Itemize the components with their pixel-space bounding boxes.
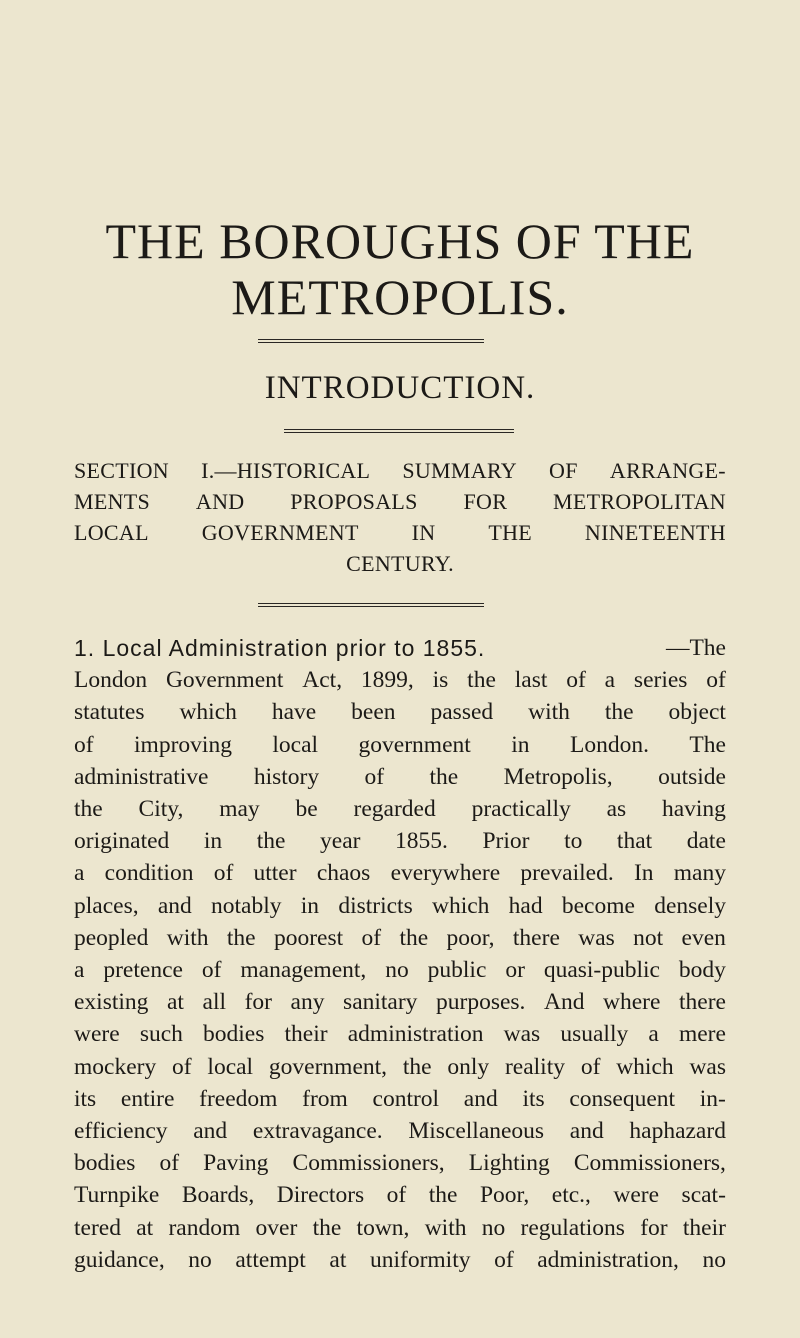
paragraph-word: a	[74, 860, 85, 887]
paragraph-line	[74, 793, 726, 825]
paragraph-word: attempt	[235, 1246, 306, 1273]
paragraph-word: consequent	[569, 1085, 676, 1112]
paragraph-word: or	[505, 957, 525, 984]
paragraph-word: Prior	[482, 828, 530, 855]
paragraph-line	[74, 1147, 726, 1179]
paragraph-word: body	[678, 957, 726, 984]
section-heading-line	[74, 517, 726, 548]
paragraph-word: which	[616, 1053, 674, 1080]
paragraph-word: places,	[74, 892, 139, 919]
paragraph-word: guidance,	[74, 1246, 165, 1273]
paragraph-word: which	[179, 699, 237, 726]
paragraph-lines	[74, 664, 726, 1276]
paragraph-word: freedom	[199, 1085, 278, 1112]
paragraph-word: of	[74, 731, 94, 758]
paragraph-word: such	[139, 1021, 183, 1048]
paragraph-word: and	[193, 1118, 228, 1145]
paragraph-word: no	[481, 1214, 506, 1241]
paragraph-word: London	[74, 667, 148, 694]
paragraph-line	[74, 1179, 726, 1211]
paragraph-word: series	[633, 667, 688, 694]
paragraph-word: government	[358, 731, 471, 758]
paragraph-word: administrative	[74, 763, 209, 790]
paragraph-word: with	[424, 1214, 467, 1241]
paragraph-word: mere	[678, 1021, 726, 1048]
paragraph-word: regarded	[353, 796, 436, 823]
paragraph-word: for	[244, 989, 272, 1016]
paragraph-word: over	[255, 1214, 298, 1241]
paragraph-word: is	[432, 667, 449, 694]
paragraph-word: extravagance.	[252, 1118, 383, 1145]
paragraph-line	[74, 761, 726, 793]
paragraph-word: in	[300, 892, 320, 919]
heading-word: NINETEENTH	[584, 520, 726, 545]
paragraph-word: of	[580, 1053, 601, 1080]
paragraph-word: efficiency	[74, 1118, 168, 1145]
paragraph-word: its	[522, 1085, 545, 1112]
paragraph-line	[74, 1212, 726, 1244]
paragraph-word: at	[329, 1246, 347, 1273]
paragraph-word: peopled	[74, 924, 149, 951]
paragraph-word: administration,	[537, 1246, 679, 1273]
paragraph-word: in-	[699, 1085, 726, 1112]
paragraph-word: poor,	[446, 924, 495, 951]
paragraph-word: everywhere	[390, 860, 501, 887]
paragraph-line	[74, 986, 726, 1018]
paragraph-word: and	[157, 892, 192, 919]
paragraph-line	[74, 729, 726, 761]
paragraph-word: purposes.	[436, 989, 526, 1016]
paragraph-word: City,	[138, 796, 184, 823]
paragraph-word: the	[256, 828, 286, 855]
paragraph-word: with	[528, 699, 570, 726]
paragraph-word: no	[702, 1246, 726, 1273]
heading-word: MENTS	[74, 489, 151, 514]
paragraph-word: the	[428, 1182, 458, 1209]
paragraph-word: improving	[134, 731, 232, 758]
paragraph-word: management,	[240, 957, 367, 984]
paragraph-line	[74, 696, 726, 728]
paragraph-word: a	[648, 1021, 659, 1048]
paragraph-word: having	[661, 796, 726, 823]
paragraph-word: government,	[268, 1053, 388, 1080]
paragraph-word: utter	[253, 860, 297, 887]
paragraph-word: there	[512, 924, 560, 951]
paragraph-word: and	[463, 1085, 498, 1112]
paragraph-word: scat-	[681, 1182, 726, 1209]
paragraph-first-line	[74, 632, 726, 664]
paragraph-word: the	[429, 763, 459, 790]
paragraph-word: at	[136, 1214, 154, 1241]
paragraph-word: And	[543, 989, 585, 1016]
paragraph-heading-tail: —The	[665, 635, 726, 661]
paragraph-word: local	[272, 731, 319, 758]
paragraph-word: sanitary	[343, 989, 418, 1016]
paragraph-word: even	[681, 924, 726, 951]
paragraph-word: reality	[504, 1053, 565, 1080]
paragraph-word: was	[503, 1021, 541, 1048]
paragraph-word: date	[686, 828, 726, 855]
section-heading-line: CENTURY.	[346, 551, 454, 576]
paragraph-word: the	[74, 796, 103, 823]
paragraph-word: prevailed.	[520, 860, 614, 887]
paragraph-word: have	[271, 699, 317, 726]
paragraph-word: Lighting	[468, 1150, 550, 1177]
paragraph-word: Metropolis,	[503, 763, 613, 790]
section-heading-line	[74, 455, 726, 486]
heading-word: THE	[488, 520, 532, 545]
paragraph-word: Government	[165, 667, 284, 694]
paragraph-word: The	[689, 731, 726, 758]
paragraph-word: the	[467, 667, 496, 694]
paragraph-word: may	[219, 796, 260, 823]
paragraph-word: London.	[569, 731, 649, 758]
paragraph-word: bodies	[203, 1021, 265, 1048]
paragraph-word: of	[494, 1246, 514, 1273]
paragraph-word: to	[564, 828, 583, 855]
paragraph-word: etc.,	[551, 1182, 591, 1209]
paragraph-word: was	[578, 924, 615, 951]
paragraph-word: had	[508, 892, 543, 919]
paragraph-word: been	[351, 699, 396, 726]
paragraph-word: passed	[430, 699, 494, 726]
paragraph-word: of	[201, 957, 222, 984]
heading-word: IN	[411, 520, 436, 545]
paragraph-word: Turnpike	[74, 1182, 160, 1209]
introduction-heading: INTRODUCTION.	[264, 370, 536, 406]
paragraph-word: become	[561, 892, 635, 919]
paragraph-line	[74, 954, 726, 986]
paragraph-word: Commissioners,	[573, 1150, 726, 1177]
paragraph-word: quasi-public	[543, 957, 660, 984]
paragraph-word: of	[213, 860, 234, 887]
paragraph-word: originated	[74, 828, 170, 855]
paragraph-word: were	[613, 1182, 660, 1209]
paragraph-word: chaos	[316, 860, 371, 887]
document-title-line-1: THE BOROUGHS OF THE	[105, 213, 695, 269]
heading-word: PROPOSALS	[290, 489, 418, 514]
paragraph-word: existing	[74, 989, 149, 1016]
paragraph-word: Boards,	[181, 1182, 255, 1209]
paragraph-word: 1899,	[360, 667, 414, 694]
paragraph-word: outside	[658, 763, 726, 790]
paragraph-word: control	[372, 1085, 440, 1112]
heading-word: METROPOLITAN	[553, 489, 726, 514]
paragraph-word: Act,	[302, 667, 343, 694]
heading-word: GOVERNMENT	[201, 520, 359, 545]
paragraph-line	[74, 1018, 726, 1050]
heading-word: ARRANGE-	[609, 458, 726, 483]
paragraph-word: there	[679, 989, 726, 1016]
paragraph-word: a	[604, 667, 616, 694]
paragraph-word: public	[427, 957, 487, 984]
heading-word: LOCAL	[74, 520, 149, 545]
paragraph-word: uniformity	[369, 1246, 471, 1273]
paragraph-word: poorest	[273, 924, 344, 951]
paragraph-word: and	[569, 1118, 604, 1145]
paragraph-word: not	[633, 924, 664, 951]
paragraph-word: haphazard	[629, 1118, 726, 1145]
paragraph-word: at	[166, 989, 184, 1016]
paragraph-word: Directors	[276, 1182, 365, 1209]
paragraph-word: tered	[74, 1214, 121, 1241]
paragraph-word: mockery	[74, 1053, 157, 1080]
paragraph-word: entire	[120, 1085, 175, 1112]
paragraph-word: history	[253, 763, 320, 790]
paragraph-word: was	[689, 1053, 726, 1080]
double-rule-divider	[284, 429, 514, 433]
paragraph-word: administration	[347, 1021, 484, 1048]
document-title-line-2: METROPOLIS.	[231, 269, 569, 325]
paragraph-word: Miscellaneous	[408, 1118, 545, 1145]
paragraph-word: bodies	[74, 1150, 136, 1177]
paragraph-word: notably	[211, 892, 282, 919]
paragraph-word: object	[668, 699, 726, 726]
paragraph-word: a	[74, 957, 85, 984]
paragraph-word: densely	[654, 892, 726, 919]
paragraph-word: of	[364, 763, 385, 790]
paragraph-word: pretence	[103, 957, 183, 984]
paragraph-heading: 1. Local Administration prior to 1855.	[74, 635, 486, 661]
paragraph-word: of	[172, 1053, 192, 1080]
paragraph-word: of	[566, 667, 586, 694]
paragraph-word: all	[202, 989, 227, 1016]
section-heading-line	[74, 486, 726, 517]
paragraph-line	[74, 890, 726, 922]
paragraph-word: where	[603, 989, 661, 1016]
paragraph-word: for	[640, 1214, 668, 1241]
paragraph-word: of	[159, 1150, 180, 1177]
paragraph-word: random	[168, 1214, 241, 1241]
paragraph-word: condition	[104, 860, 194, 887]
paragraph-word: only	[447, 1053, 490, 1080]
paragraph-word: the	[312, 1214, 342, 1241]
paragraph-line	[74, 1051, 726, 1083]
paragraph-word: local	[207, 1053, 254, 1080]
paragraph-word: Commissioners,	[292, 1150, 445, 1177]
paragraph-line	[74, 1115, 726, 1147]
paragraph-line	[74, 1083, 726, 1115]
paragraph-word: year	[320, 828, 361, 855]
paragraph-word: the	[226, 924, 256, 951]
paragraph-word: 1855.	[395, 828, 448, 855]
paragraph-line	[74, 1244, 726, 1276]
paragraph-word: regulations	[520, 1214, 625, 1241]
paragraph-word: no	[385, 957, 409, 984]
paragraph-word: their	[284, 1021, 328, 1048]
paragraph-word: practically	[471, 796, 571, 823]
paragraph-word: Poor,	[479, 1182, 530, 1209]
heading-word: SUMMARY	[402, 458, 517, 483]
paragraph-word: its	[74, 1085, 97, 1112]
paragraph-line	[74, 825, 726, 857]
paragraph-word: as	[606, 796, 627, 823]
double-rule-divider	[258, 603, 484, 607]
paragraph-word: in	[203, 828, 223, 855]
paragraph-word: of	[361, 924, 382, 951]
paragraph-line	[74, 664, 726, 696]
paragraph-word: from	[302, 1085, 348, 1112]
heading-word: FOR	[463, 489, 508, 514]
paragraph-word: their	[682, 1214, 726, 1241]
paragraph-word: districts	[338, 892, 413, 919]
paragraph-word: the	[604, 699, 634, 726]
paragraph-word: many	[673, 860, 726, 887]
paragraph-line	[74, 857, 726, 889]
body-paragraph	[74, 632, 726, 1276]
paragraph-word: of	[386, 1182, 407, 1209]
paragraph-word: town,	[356, 1214, 410, 1241]
paragraph-word: any	[290, 989, 325, 1016]
paragraph-word: that	[616, 828, 653, 855]
double-rule-divider	[258, 339, 484, 343]
paragraph-word: the	[399, 924, 429, 951]
paragraph-word: Paving	[203, 1150, 269, 1177]
heading-word: AND	[195, 489, 245, 514]
heading-word: OF	[549, 458, 578, 483]
heading-word: I.—HISTORICAL	[201, 458, 371, 483]
paragraph-word: statutes	[74, 699, 145, 726]
paragraph-word: no	[188, 1246, 212, 1273]
paragraph-word: usually	[560, 1021, 629, 1048]
paragraph-word: be	[295, 796, 318, 823]
paragraph-word: with	[166, 924, 209, 951]
paragraph-word: of	[706, 667, 726, 694]
paragraph-word: In	[633, 860, 654, 887]
section-heading	[74, 455, 726, 579]
heading-word: SECTION	[74, 458, 169, 483]
paragraph-word: the	[402, 1053, 432, 1080]
paragraph-word: in	[511, 731, 530, 758]
paragraph-word: which	[431, 892, 490, 919]
paragraph-word: were	[74, 1021, 120, 1048]
paragraph-line	[74, 922, 726, 954]
paragraph-word: last	[514, 667, 548, 694]
